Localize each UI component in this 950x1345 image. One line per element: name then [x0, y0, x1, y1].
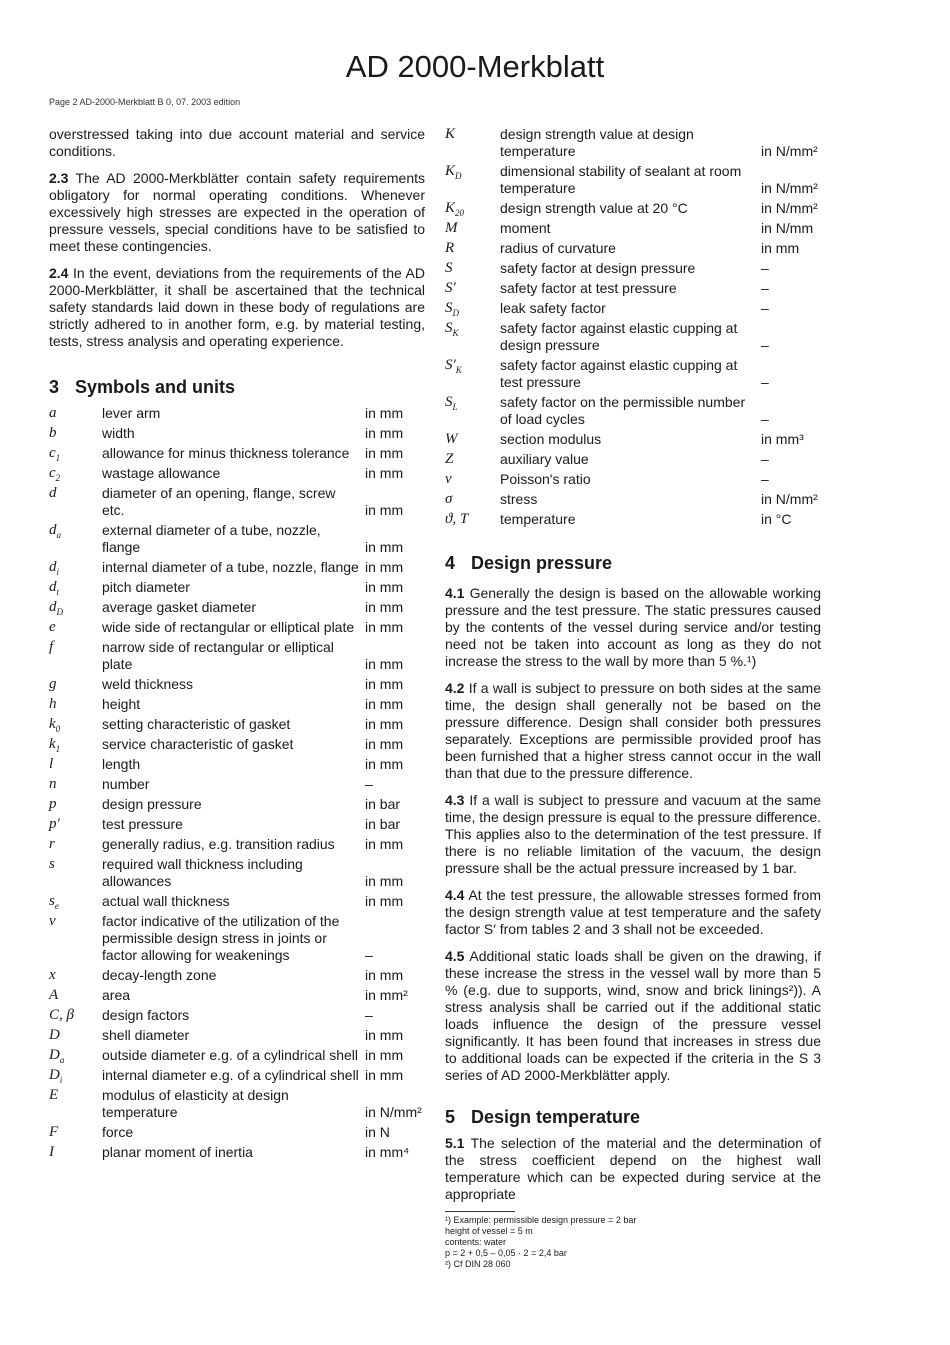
symbol-description: safety factor against elastic cupping at design pressure [500, 320, 738, 353]
symbol-row [49, 836, 425, 853]
symbol: $s_e$ [49, 893, 59, 911]
symbol-unit: – [761, 280, 769, 296]
symbol-row [445, 260, 821, 277]
symbol: $k_1$ [49, 736, 61, 754]
symbol-unit: in mm [365, 465, 404, 481]
paragraph-4-2 [445, 680, 821, 782]
symbol: $S_D$ [445, 300, 459, 318]
symbol-unit: in N/mm² [761, 491, 818, 507]
symbol-unit: in mm [365, 559, 404, 575]
symbol: $K_D$ [445, 163, 462, 181]
symbol-unit: in mm [365, 736, 404, 752]
section-number: 4 [445, 553, 456, 573]
symbol-unit: in mm² [365, 987, 408, 1003]
symbol-unit: in N/mm² [761, 180, 818, 196]
symbol: n [49, 776, 57, 792]
symbol-unit: – [761, 451, 769, 467]
footnote-line: ¹) Example: permissible design pressure = 2 bar [445, 1215, 637, 1225]
symbol: C, β [49, 1007, 74, 1023]
symbol-row [49, 716, 425, 733]
symbol-row [445, 431, 821, 448]
footnote-lines [445, 1215, 821, 1270]
symbol-subscript: K [455, 365, 462, 375]
symbol-row [445, 471, 821, 488]
symbol-row [49, 696, 425, 713]
symbol-description: section modulus [500, 431, 602, 447]
symbol-description: wastage allowance [102, 465, 221, 481]
symbol-unit: in mm [365, 1047, 404, 1063]
clause-number: 4.1 [445, 585, 465, 601]
paragraph-text: The AD 2000-Merkblätter contain safety requirements obligatory for normal operating conditions. Whenever excessively high stresses are expected in the operation of pressure vessels, special conditions have to be satisfied to meet these contingencies. [49, 170, 425, 254]
symbol-subscript: D [452, 308, 459, 318]
symbol-description: auxiliary value [500, 451, 589, 467]
symbol-row [49, 1007, 425, 1024]
symbol-description: dimensional stability of sealant at room temperature [500, 163, 742, 196]
symbol-row [445, 511, 821, 528]
symbol: d [49, 485, 57, 501]
symbol-unit: – [761, 374, 769, 390]
footnotes [445, 1211, 821, 1270]
symbol-description: safety factor at design pressure [500, 260, 696, 276]
symbol-description: design strength value at design temperature [500, 126, 694, 159]
symbol: g [49, 676, 57, 692]
symbol-description: internal diameter e.g. of a cylindrical shell [102, 1067, 359, 1083]
symbol-row [49, 913, 425, 964]
symbol-unit: in bar [365, 796, 401, 812]
paragraph-5-1 [445, 1135, 821, 1203]
symbol-description: actual wall thickness [102, 893, 230, 909]
symbol-row [49, 425, 425, 442]
symbol-row [49, 736, 425, 753]
symbol-unit: in °C [761, 511, 792, 527]
paragraph-continuation: overstressed taking into due account material and service conditions. [49, 126, 425, 159]
paragraph-text: In the event, deviations from the requirements of the AD 2000-Merkblätter, it shall be ascertained that the technical safety standards laid down in these body of regulations are strictly adhered to in another form, e.g. by material testing, tests, stress analysis and operating experience. [49, 265, 425, 349]
symbol-row [49, 816, 425, 833]
symbol-subscript: D [56, 607, 63, 617]
symbol-description: design factors [102, 1007, 190, 1023]
symbol-unit: in N/mm [761, 220, 814, 236]
symbol-unit: in mm [365, 967, 404, 983]
symbols-list-right [445, 126, 821, 528]
symbol-description: design pressure [102, 796, 202, 812]
symbol-unit: – [761, 411, 769, 427]
paragraph-text: The selection of the material and the determination of the stress coefficient depend on the highest wall temperature which can be expected during service at the appropriate [445, 1135, 822, 1202]
symbol-row [49, 987, 425, 1004]
symbol-description: radius of curvature [500, 240, 616, 256]
symbol-description: internal diameter of a tube, nozzle, flange [102, 559, 359, 575]
symbol: W [445, 431, 458, 447]
symbol-row [445, 300, 821, 317]
section-title: Symbols and units [75, 377, 236, 397]
symbol-unit: – [761, 260, 769, 276]
symbol-subscript: 2 [55, 473, 61, 483]
symbol: f [49, 639, 54, 655]
right-column [445, 126, 821, 1270]
symbol-description: outside diameter e.g. of a cylindrical shell [102, 1047, 359, 1063]
symbol-subscript: e [54, 901, 59, 911]
symbol-row [49, 599, 425, 616]
symbol-row [49, 1047, 425, 1064]
symbol-description: average gasket diameter [102, 599, 257, 615]
symbol-description: number [102, 776, 150, 792]
symbol-description: design strength value at 20 °C [500, 200, 688, 216]
clause-number: 5.1 [445, 1135, 465, 1151]
symbol-description: modulus of elasticity at design temperature [102, 1087, 289, 1120]
symbol-unit: in N/mm² [761, 143, 818, 159]
footnote-rule [445, 1211, 515, 1212]
section-heading-3 [49, 376, 425, 398]
symbol: l [49, 756, 54, 772]
symbol-row [49, 776, 425, 793]
symbol-unit: in bar [365, 816, 401, 832]
symbol-description: safety factor on the permissible number of load cycles [500, 394, 746, 427]
paragraph-text: Generally the design is based on the allowable working pressure and the test pressure. The static pressures caused by the contents of the vessel during service and/or testing need not be taken into account as long as they do not increase the stress to the wall by more than 5 %.¹) [445, 585, 822, 669]
symbol: $S_K$ [445, 320, 459, 338]
footnote-line: contents: water [445, 1237, 507, 1247]
symbol-row [49, 756, 425, 773]
section-title: Design temperature [471, 1107, 641, 1127]
symbol-subscript: a [56, 530, 61, 540]
symbol-description: safety factor at test pressure [500, 280, 677, 296]
section-number: 5 [445, 1107, 456, 1127]
symbol-row [49, 522, 425, 556]
symbol-row [49, 619, 425, 636]
symbol: e [49, 619, 56, 635]
symbol-description: weld thickness [102, 676, 194, 692]
symbol: K [445, 126, 456, 142]
symbol-description: width [102, 425, 135, 441]
symbol-row [49, 796, 425, 813]
symbol: $d_t$ [49, 579, 60, 597]
symbol: $S'_K$ [445, 357, 462, 375]
section-heading-5 [445, 1106, 821, 1128]
paragraph-text: At the test pressure, the allowable stresses formed from the design strength value at test temperature and the safety factor S′ from tables 2 and 3 shall not be exceeded. [445, 887, 821, 937]
symbol: ϑ, T [445, 511, 469, 527]
symbol-row [49, 893, 425, 910]
clause-number: 2.4 [49, 265, 69, 281]
symbol: r [49, 836, 55, 852]
symbol-subscript: t [56, 587, 60, 597]
symbol-row [445, 357, 821, 391]
symbol-subscript: D [455, 171, 462, 181]
symbol-unit: – [761, 471, 769, 487]
page-title: AD 2000-Merkblatt [345, 49, 605, 84]
symbol-subscript: 20 [455, 208, 465, 218]
symbol: b [49, 425, 57, 441]
symbol: F [49, 1124, 59, 1140]
symbol-description: service characteristic of gasket [102, 736, 294, 752]
symbol-unit: in mm [365, 836, 404, 852]
symbol-description: planar moment of inertia [102, 1144, 253, 1160]
symbol-unit: in mm [365, 502, 404, 518]
symbol: $c_1$ [49, 445, 61, 463]
symbol-unit: in mm [365, 1027, 404, 1043]
symbol-description: wide side of rectangular or elliptical plate [102, 619, 355, 635]
symbol: S [445, 260, 453, 276]
footnote-line: ²) Cf DIN 28 060 [445, 1259, 511, 1269]
symbol-subscript: 1 [55, 453, 61, 463]
symbol-row [445, 200, 821, 217]
symbol: D [49, 1027, 60, 1043]
symbol-unit: in mm [365, 716, 404, 732]
symbol-unit: in mm [365, 425, 404, 441]
section-number: 3 [49, 377, 60, 397]
symbol-description: decay-length zone [102, 967, 217, 983]
symbol-description: leak safety factor [500, 300, 606, 316]
symbol-unit: – [365, 947, 373, 963]
symbol-description: diameter of an opening, flange, screw etc. [102, 485, 336, 518]
clause-number: 4.5 [445, 948, 465, 964]
symbol-description: Poisson's ratio [500, 471, 591, 487]
symbol-subscript: a [59, 1055, 65, 1065]
symbol-unit: – [365, 1007, 373, 1023]
symbol-row [445, 394, 821, 428]
clause-number: 2.3 [49, 170, 69, 186]
paragraph-text: If a wall is subject to pressure and vacuum at the same time, the design pressure is equal to the pressure difference. This applies also to the determination of the test pressure. If there is no reliable limitation of the vacuum, the design pressure shall be the actual pressure increased by 1 bar. [445, 792, 821, 876]
symbol-description: height [102, 696, 141, 712]
symbol: A [49, 987, 59, 1003]
symbol: S′ [445, 280, 456, 296]
paragraph-text: Additional static loads shall be given on the drawing, if these increase the stress in the vessel wall by more than 5 % (e.g. due to supports, wind, snow and brick linings²)). A stress analysis shall be carried out if the additional static loads influence the design of the pressure vessel significantly. It has been found that increases in stress due to additional loads can be expected if the criteria in the S 3 series of AD 2000-Merkblätter apply. [445, 948, 821, 1083]
symbol-unit: in mm [365, 405, 404, 421]
symbol-unit: in mm [365, 873, 404, 889]
symbol-row [445, 320, 821, 354]
symbol-description: length [102, 756, 141, 772]
symbol-description: external diameter of a tube, nozzle, flange [102, 522, 321, 555]
symbol-row [49, 1027, 425, 1044]
clause-number: 4.2 [445, 680, 465, 696]
symbols-list-left [49, 405, 425, 1161]
paragraph-text: If a wall is subject to pressure on both sides at the same time, the design shall generally not be based on the pressure difference. Design shall consider both pressures separately. Exceptions are permissible provided proof has been furnished that a higher stress cannot occur in the wall than that due to the pressure difference. [445, 680, 821, 781]
symbol-description: lever arm [102, 405, 161, 421]
symbol-description: moment [500, 220, 551, 236]
symbol-row [445, 126, 821, 160]
symbol-unit: in mm [365, 656, 404, 672]
symbol: $d_i$ [49, 559, 60, 577]
symbol-row [49, 445, 425, 462]
symbol-description: required wall thickness including allowances [102, 856, 303, 889]
symbol: $k_0$ [49, 716, 61, 734]
symbol-row [49, 465, 425, 482]
symbol: $d_a$ [49, 522, 61, 540]
symbol-subscript: K [452, 328, 459, 338]
symbol-unit: in mm [365, 619, 404, 635]
symbol-row [49, 1124, 425, 1141]
symbol-unit: in mm [761, 240, 800, 256]
symbol-description: pitch diameter [102, 579, 190, 595]
section-heading-4 [445, 552, 821, 574]
symbol-unit: in mm³ [761, 431, 804, 447]
paragraph-4-1 [445, 585, 821, 670]
symbol: $D_a$ [49, 1047, 65, 1065]
symbol-row [49, 405, 425, 422]
symbol: E [49, 1087, 59, 1103]
symbol-description: area [102, 987, 131, 1003]
symbol: p [49, 796, 57, 812]
symbol-unit: – [761, 300, 769, 316]
symbol-description: setting characteristic of gasket [102, 716, 291, 732]
symbol: x [49, 967, 56, 983]
symbol-unit: in mm [365, 445, 404, 461]
symbol-row [445, 163, 821, 197]
symbol-description: allowance for minus thickness tolerance [102, 445, 350, 461]
symbol-subscript: L [452, 402, 458, 412]
symbol-row [445, 491, 821, 508]
symbol-subscript: i [56, 567, 60, 577]
symbol-unit: in mm [365, 599, 404, 615]
symbol: s [49, 856, 55, 872]
paragraph-2-4 [49, 265, 425, 350]
symbol-description: factor indicative of the utilization of the permissible design stress in joints or factor allowing for weakenings [102, 913, 340, 963]
symbol-unit: in mm [365, 579, 404, 595]
symbol: a [49, 405, 57, 421]
paragraph-4-3 [445, 792, 821, 877]
symbol-row [445, 220, 821, 237]
symbol: $S_L$ [445, 394, 458, 412]
symbol: M [445, 220, 458, 236]
clause-number: 4.4 [445, 887, 465, 903]
symbol: v [49, 913, 56, 929]
symbol: Z [445, 451, 454, 467]
symbol: p′ [49, 816, 60, 832]
symbol-description: force [102, 1124, 134, 1140]
symbol-row [445, 280, 821, 297]
symbol-description: generally radius, e.g. transition radius [102, 836, 335, 852]
clause-number: 4.3 [445, 792, 465, 808]
symbol-row [49, 967, 425, 984]
symbol-row [49, 485, 425, 519]
symbol-unit: in mm⁴ [365, 1144, 410, 1160]
symbol-subscript: 0 [55, 724, 61, 734]
symbol-row [445, 451, 821, 468]
symbol-description: temperature [500, 511, 576, 527]
symbol-description: stress [500, 491, 538, 507]
symbol: I [49, 1144, 54, 1160]
paragraph-4-5 [445, 948, 821, 1084]
symbol-row [49, 1087, 425, 1121]
symbol-unit: in mm [365, 893, 404, 909]
symbol-unit: in mm [365, 539, 404, 555]
symbol-unit: in mm [365, 756, 404, 772]
page-header: Page 2 AD-2000-Merkblatt B 0, 07. 2003 edition [49, 97, 241, 107]
symbol-unit: in mm [365, 696, 404, 712]
symbol: $c_2$ [49, 465, 61, 483]
symbol-description: safety factor against elastic cupping at test pressure [500, 357, 738, 390]
symbol-unit: – [761, 337, 769, 353]
symbol-row [49, 1067, 425, 1084]
section-title: Design pressure [471, 553, 613, 573]
symbol-unit: – [365, 776, 373, 792]
symbol: R [445, 240, 455, 256]
symbol: σ [445, 491, 453, 507]
paragraph-4-4 [445, 887, 821, 938]
footnote-line: p = 2 + 0,5 – 0,05 · 2 = 2,4 bar [445, 1248, 567, 1258]
symbol-subscript: 1 [55, 744, 61, 754]
symbol-unit: in mm [365, 676, 404, 692]
symbol-description: test pressure [102, 816, 183, 832]
symbol-description: shell diameter [102, 1027, 190, 1043]
symbol-row [49, 639, 425, 673]
footnote-line: height of vessel = 5 m [445, 1226, 533, 1236]
symbol-row [49, 559, 425, 576]
symbol: $d_D$ [49, 599, 63, 617]
symbol-row [445, 240, 821, 257]
symbol-unit: in N/mm² [365, 1104, 422, 1120]
left-column [49, 126, 425, 1164]
symbol: $K_{20}$ [445, 200, 465, 218]
symbol-row [49, 676, 425, 693]
symbol-row [49, 856, 425, 890]
symbol-description: narrow side of rectangular or elliptical plate [102, 639, 334, 672]
symbol: ν [445, 471, 452, 487]
symbol-unit: in mm [365, 1067, 404, 1083]
symbol-unit: in N [365, 1124, 390, 1140]
symbol: $D_i$ [49, 1067, 63, 1085]
symbol-subscript: i [59, 1075, 63, 1085]
symbol-row [49, 579, 425, 596]
symbol: h [49, 696, 57, 712]
symbol-row [49, 1144, 425, 1161]
paragraph-2-3 [49, 170, 425, 255]
symbol-unit: in N/mm² [761, 200, 818, 216]
